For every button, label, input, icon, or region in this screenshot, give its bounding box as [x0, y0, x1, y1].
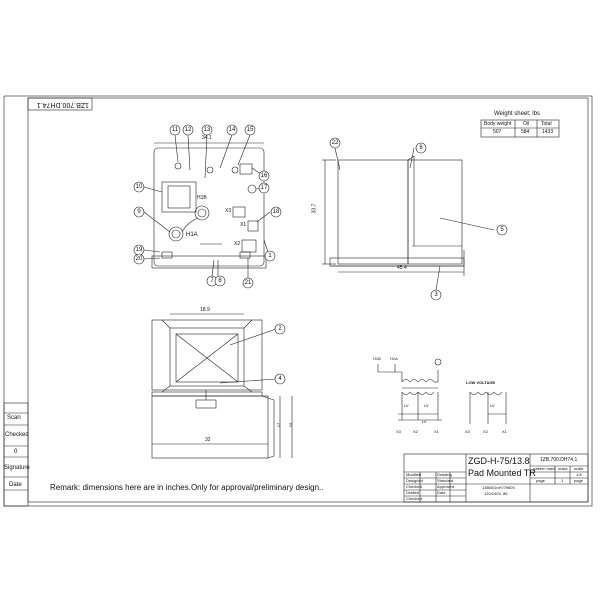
callout-3: 3: [434, 292, 438, 298]
front-label-x2: X2: [234, 241, 241, 247]
title-row2-approved: Approved: [437, 484, 455, 489]
strip-scan-label: Scan: [7, 415, 21, 421]
callout-18: 18: [272, 209, 280, 215]
sheet-inner-border: [28, 98, 588, 502]
schematic-lv-4: LV: [490, 403, 495, 408]
sheet-outer-border: [4, 96, 592, 506]
title-header-scale: scale: [574, 466, 584, 471]
front-label-x1: X1: [240, 222, 247, 228]
schematic-right-x1: X1: [502, 429, 507, 434]
title-scale-value: 1:8: [576, 472, 582, 477]
callout-21: 21: [244, 280, 252, 286]
callout-5: 5: [500, 227, 504, 233]
schematic-lv-title: LOW VOLTAGE: [466, 380, 496, 385]
top-right-dimension-a: 17: [276, 422, 282, 428]
title-page-label: page: [536, 478, 545, 483]
front-label-h1a: H1A: [186, 232, 198, 238]
title-row2-date: Date: [437, 490, 446, 495]
title-drawing-number: 1ZB.700.DH74.1: [540, 457, 578, 463]
title-rating-2: 120/240V, 86: [484, 491, 508, 496]
callout-14: 14: [228, 127, 236, 133]
schematic-right-x3: X3: [465, 429, 470, 434]
title-rating-1: 13800GrdY/7960V: [482, 485, 516, 490]
callout-2: 2: [278, 326, 282, 332]
title-header-pattern: pattern mark: [533, 466, 556, 471]
strip-date-label: Date: [9, 482, 22, 488]
side-width-dimension: 45.4: [397, 265, 407, 271]
strip-signature-label: Signature: [4, 465, 30, 471]
strip-zero-label: 0: [14, 449, 18, 455]
callout-8: 8: [218, 278, 222, 284]
title-row-checked-2: Checked: [406, 496, 422, 501]
title-pages-label: page: [574, 478, 583, 483]
front-view: [144, 135, 270, 278]
callout-6: 6: [419, 145, 423, 151]
schematic-label-h1a: H1A: [390, 356, 398, 361]
title-row2-drawing: Drawing: [437, 472, 452, 477]
schematic-lv-3: LV: [422, 419, 427, 424]
title-row-checked: Checked: [406, 484, 422, 489]
title-row-drafted: Drafted: [406, 490, 420, 495]
schematic-left-x3: X3: [396, 429, 401, 434]
callout-16: 16: [260, 173, 268, 179]
title-row2-standard: Standard: [437, 478, 454, 483]
schematic-right-x2: X2: [483, 429, 488, 434]
weight-value-body: 507: [493, 129, 502, 135]
callout-9: 9: [137, 209, 141, 215]
schematic-label-h1b: H1B: [373, 356, 381, 361]
top-right-dimension-b: 19: [288, 422, 294, 428]
callout-10: 10: [135, 184, 143, 190]
weight-header-total: Total: [541, 121, 552, 127]
side-height-dimension: 33.7: [311, 203, 318, 214]
callout-22: 22: [331, 140, 339, 146]
title-row-modified: Modified: [406, 472, 422, 477]
title-page-number: 1: [561, 478, 564, 483]
schematic-left-x1: X1: [434, 429, 439, 434]
side-view: [322, 148, 494, 290]
title-name: Pad Mounted TR: [468, 468, 536, 478]
schematic-lv-2: LV: [424, 403, 429, 408]
schematic-left-x2: X2: [413, 429, 418, 434]
weight-sheet-title: Weight sheet: lbs: [494, 111, 540, 117]
title-header-mass: mass: [558, 466, 568, 471]
weight-value-oil: 584: [521, 129, 530, 135]
callout-13: 13: [203, 127, 211, 133]
front-label-h1b: H1B: [197, 195, 207, 201]
top-width-dimension: 18.9: [200, 307, 210, 313]
callout-11: 11: [171, 127, 179, 133]
callout-15: 15: [246, 127, 254, 133]
schematic-lv: [470, 392, 506, 424]
weight-header-oil: Oil: [523, 121, 530, 127]
callout-12: 12: [184, 127, 192, 133]
weight-header-body: Body weight: [484, 121, 512, 127]
callout-1: 1: [268, 253, 272, 259]
callout-19: 19: [135, 247, 143, 253]
front-width-dimension: 34.1: [202, 135, 212, 141]
title-model: ZGD-H-75/13.8: [468, 456, 530, 466]
callout-7: 7: [210, 278, 214, 284]
title-row-designed: Designed: [406, 478, 423, 483]
top-bottom-dimension: 32: [205, 437, 211, 443]
callout-4: 4: [278, 376, 282, 382]
weight-value-total: 1433: [542, 129, 554, 135]
schematic-lv-1: LV: [404, 403, 409, 408]
drawing-number-rotated: 1ZB.700.DH74.1: [36, 101, 89, 108]
front-label-x3: X3: [225, 208, 232, 214]
remark-note: Remark: dimensions here are in inches.Only for approval/preliminary design..: [50, 483, 324, 492]
strip-checked-label: Checked: [5, 432, 29, 438]
callout-20: 20: [135, 256, 143, 262]
top-view: [152, 314, 292, 458]
callout-17: 17: [260, 185, 268, 191]
